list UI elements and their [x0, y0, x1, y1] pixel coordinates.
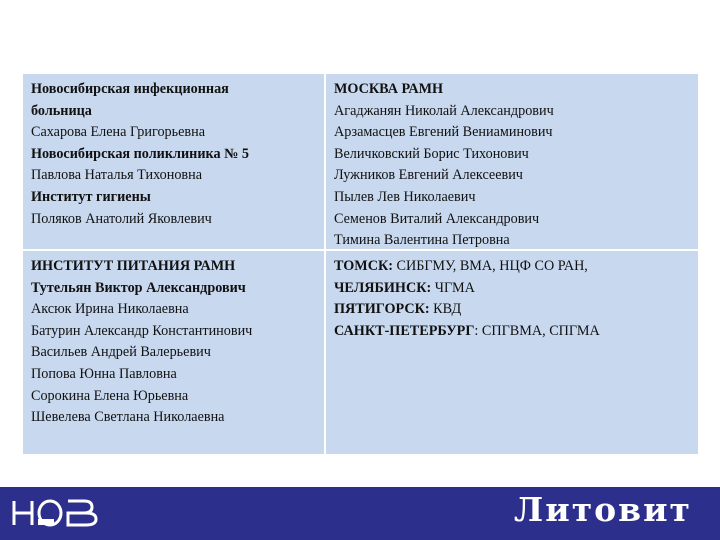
cell-line: Попова Юнна Павловна	[31, 365, 177, 382]
cell-line: Васильев Андрей Валерьевич	[31, 344, 211, 361]
cell-line: Арзамасцев Евгений Вениаминович	[334, 124, 553, 141]
city-line	[334, 256, 692, 278]
litovit-logo: Литовит	[514, 490, 692, 529]
cell-line: Пылев Лев Николаевич	[334, 188, 476, 205]
city-name: ТОМСК:	[334, 258, 393, 274]
cell-line: Сорокина Елена Юрьевна	[31, 387, 189, 404]
cell-line: Новосибирская поликлиника № 5	[31, 145, 250, 162]
cell-line: Новосибирская инфекционная	[31, 81, 229, 97]
cell-line: ИНСТИТУТ ПИТАНИЯ РАМН	[31, 258, 236, 274]
cell-line: Сахарова Елена Григорьевна	[31, 124, 205, 141]
cell-nutrition-institute	[23, 250, 325, 454]
cell-other-cities	[325, 250, 698, 454]
city-line	[334, 278, 692, 300]
cell-line: Аксюк Ирина Николаевна	[31, 301, 189, 318]
footer-bar	[0, 487, 720, 540]
organizations-table	[23, 74, 698, 454]
cell-line: Шевелева Светлана Николаевна	[31, 409, 225, 426]
cell-moscow	[325, 74, 698, 250]
city-institutions: : СПГВМА, СПГМА	[474, 322, 600, 339]
cell-line: Институт гигиены	[31, 188, 151, 205]
cell-line: Семенов Виталий Александрович	[334, 210, 540, 227]
city-line	[334, 299, 692, 321]
cell-line: Павлова Наталья Тихоновна	[31, 167, 203, 184]
city-name: ЧЕЛЯБИНСК:	[334, 279, 432, 296]
city-name: ПЯТИГОРСК:	[334, 301, 430, 318]
city-name: САНКТ-ПЕТЕРБУРГ	[334, 322, 475, 339]
cell-line: больница	[31, 102, 92, 119]
city-institutions: ЧГМА	[431, 279, 475, 296]
nuvz-logo-icon	[10, 493, 100, 533]
cell-line: Величковский Борис Тихонович	[334, 145, 529, 162]
cell-novosibirsk	[23, 74, 325, 250]
cell-line: Батурин Александр Константинович	[31, 322, 253, 339]
cell-line: Агаджанян Николай Александрович	[334, 102, 554, 119]
city-institutions: КВД	[429, 301, 462, 318]
cell-line: Тимина Валентина Петровна	[334, 232, 510, 249]
cell-line: Лужников Евгений Алексеевич	[334, 167, 523, 184]
cell-line: Поляков Анатолий Яковлевич	[31, 210, 212, 227]
city-line	[334, 321, 692, 343]
cell-line: Тутельян Виктор Александрович	[31, 279, 246, 296]
city-institutions: СИБГМУ, ВМА, НЦФ СО РАН,	[392, 258, 588, 274]
cell-line: МОСКВА РАМН	[334, 81, 444, 97]
